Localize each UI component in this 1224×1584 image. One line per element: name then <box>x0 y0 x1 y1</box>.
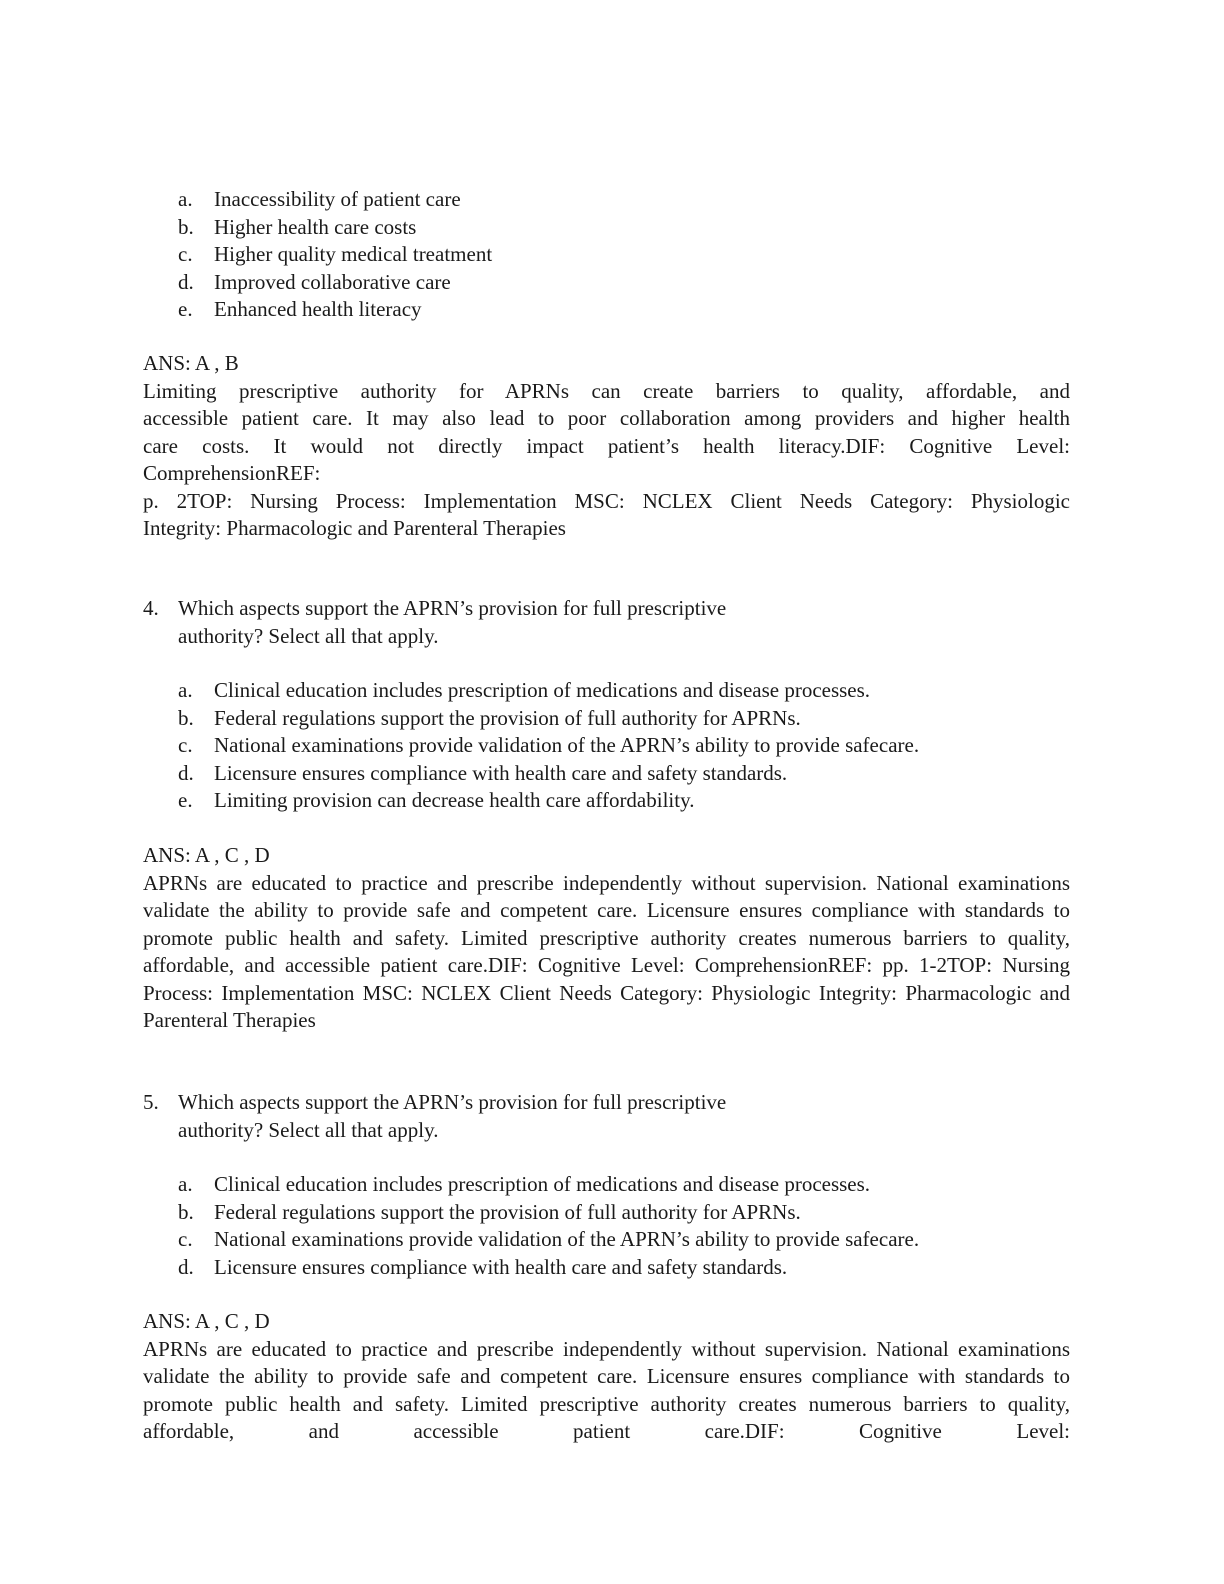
question-4-options-block <box>0 677 1224 815</box>
option-c: c. National examinations provide validation of the APRN’s ability to provide safecare. <box>178 733 920 757</box>
answer-key: ANS: A , C , D <box>143 843 270 867</box>
question-5-options <box>0 1171 1224 1281</box>
option-a: a. Inaccessibility of patient care <box>178 187 461 211</box>
option-b: b. Federal regulations support the provision of full authority for APRNs. <box>178 1199 801 1224</box>
question-4-options <box>0 677 1224 815</box>
question-5-options-block <box>0 1171 1224 1281</box>
question-stem-line-2: authority? Select all that apply. <box>178 1117 439 1142</box>
option-b: b. Federal regulations support the provision of full authority for APRNs. <box>178 705 801 730</box>
question-number: 4. <box>143 596 159 620</box>
rationale-line-1: Limiting prescriptive authority for APRNs can create barriers to quality, affordable, and <box>143 378 1070 403</box>
question-5-stem <box>0 1089 818 1144</box>
option-e: e. Limiting provision can decrease health care affordability. <box>178 788 695 812</box>
question-3-continuation <box>0 186 1224 324</box>
question-stem-line-1: Which aspects support the APRN’s provision for full prescriptive <box>178 1090 727 1114</box>
question-5 <box>0 1089 1224 1144</box>
option-c: c. National examinations provide validation of the APRN’s ability to provide safecare. <box>178 1227 920 1251</box>
option-a: a. Clinical education includes prescription of medications and disease processes. <box>178 678 871 702</box>
rationale-line-5: p. 2TOP: Nursing Process: Implementation MSC: NCLEX Client Needs Category: Physiologic <box>143 488 1070 513</box>
rationale-line-6: Integrity: Pharmacologic and Parenteral Therapies <box>143 516 566 540</box>
question-3-answer-block <box>0 350 1224 543</box>
option-d: d. Licensure ensures compliance with health care and safety standards. <box>178 760 788 785</box>
option-b: b. Higher health care costs <box>178 214 417 239</box>
question-5-answer-block <box>0 1308 1224 1446</box>
rationale-line-3: care costs. It would not directly impact patient’s health literacy.DIF: Cognitive Level: <box>143 433 1070 458</box>
question-4-answer-block <box>0 842 1224 1035</box>
question-4 <box>0 595 1224 650</box>
rationale: APRNs are educated to practice and prescribe independently without supervision. National examinations validate the ability to provide safe and competent care. Licensure ensures compliance with standards to promote public health and safety. Limited prescriptive authority creates numerous barriers to quality, affordable, and accessible patient care.DIF: Cognitive Level: ComprehensionREF: pp. 1-2TOP: Nursing Process: Implementation MSC: NCLEX Client Needs Category: Physiologic Integrity: Pharmacologic and Parenteral Therapies <box>143 870 1070 1032</box>
rationale-line-4: ComprehensionREF: <box>143 461 321 485</box>
rationale-line-2: accessible patient care. It may also lead to poor collaboration among providers and higher health <box>143 406 1070 430</box>
option-e: e. Enhanced health literacy <box>178 297 422 321</box>
option-d: d. Licensure ensures compliance with health care and safety standards. <box>178 1254 788 1279</box>
rationale: APRNs are educated to practice and prescribe independently without supervision. National examinations validate the ability to provide safe and competent care. Licensure ensures compliance with standards to promote public health and safety. Limited prescriptive authority creates numerous barriers to quality, affordable, and accessible patient care.DIF: Cognitive Level: <box>143 1336 1070 1443</box>
question-number: 5. <box>143 1090 159 1114</box>
question-stem-line-2: authority? Select all that apply. <box>178 623 439 648</box>
answer-key: ANS: A , C , D <box>143 1309 270 1333</box>
question-4-stem <box>0 595 818 650</box>
answer-key: ANS: A , B <box>143 351 239 375</box>
option-c: c. Higher quality medical treatment <box>178 242 493 266</box>
question-3-options <box>0 186 1224 324</box>
option-d: d. Improved collaborative care <box>178 269 451 294</box>
question-stem-line-1: Which aspects support the APRN’s provision for full prescriptive <box>178 596 727 620</box>
option-a: a. Clinical education includes prescription of medications and disease processes. <box>178 1172 871 1196</box>
